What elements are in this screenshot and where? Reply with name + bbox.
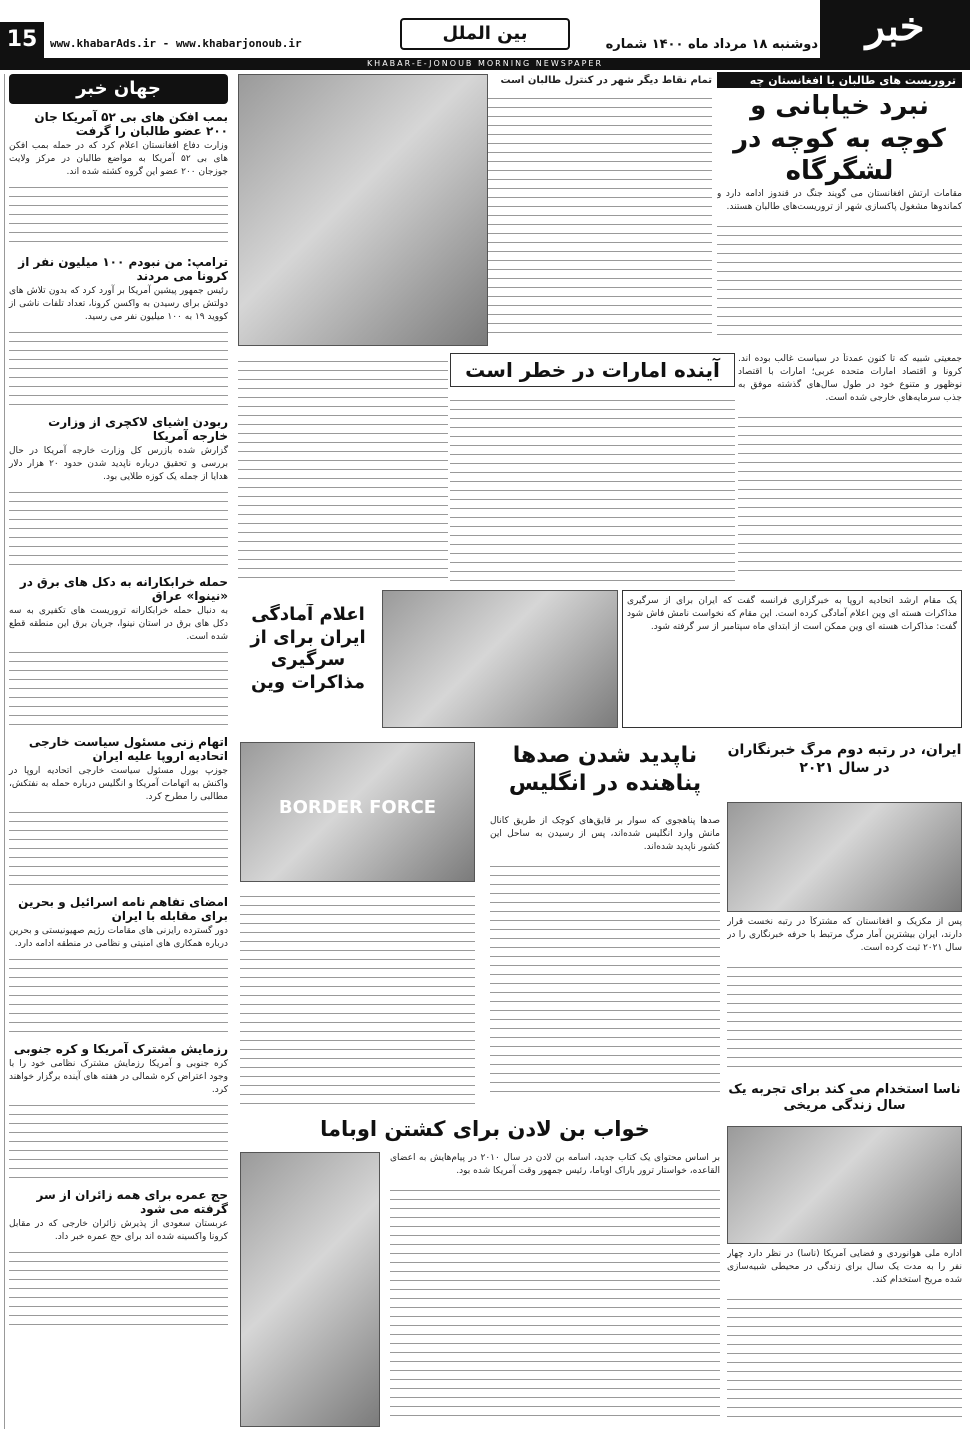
sidebar-item (9, 575, 228, 729)
sidebar-item-text: رئیس جمهور پیشین آمریکا بر آورد کرد که بدون تلاش های دولتش برای رسیدن به واکسن کرونا، تعداد تلفات ناشی از کووید ۱۹ به ۱۰۰ میلیون نفر می رسید. (9, 286, 228, 322)
uae-column-2 (450, 392, 735, 582)
sidebar-logo: جهان خبر (9, 74, 228, 104)
text-lines (727, 1291, 962, 1421)
lead-col2-title: تمام نقاط دیگر شهر در کنترل طالبان است (500, 75, 712, 86)
sidebar-item-title: اتهام زنی مسئول سیاست خارجی اتحادیه اروپا علیه ایران (28, 735, 228, 763)
binladen-headline: خواب بن لادن برای کشتن اوباما (320, 1117, 650, 1141)
sidebar-item-text: وزارت دفاع افغانستان اعلام کرد که در حمله بمب افکن های بی ۵۲ آمریکا به مواضع طالبان در مرکز ولایت جوزجان ۲۰۰ عضو این گروه کشته شده اند. (9, 141, 228, 177)
binladen-photo (240, 1152, 380, 1427)
text-lines (9, 804, 228, 889)
sidebar-item (9, 1042, 228, 1182)
journalists-photo (727, 802, 962, 912)
sidebar-item-text: عربستان سعودی از پذیرش زائران خارجی که در مقابل کرونا واکسینه شده اند برای حج عمره خبر داد. (9, 1219, 228, 1242)
sidebar-item-title: ترامپ: من نبودم ۱۰۰ میلیون نفر از کرونا می مردند (18, 255, 228, 283)
soldiers-photo (238, 74, 488, 346)
nasa-title: ناسا استخدام می کند برای تجربه یک سال زندگی مریخی (728, 1082, 961, 1114)
talks-headline: اعلام آمادگی ایران برای از سرگیری مذاکرات وین (250, 604, 366, 693)
talks-text: یک مقام ارشد اتحادیه اروپا به خبرگزاری فرانسه گفت که ایران برای از سرگیری مذاکرات هسته ای وین اعلام آمادگی کرده است. این مقام که نخواست نامش فاش شود گفت: مذاکرات هسته ای وین ممکن است از ابتدای ماه سپتامبر از سر گرفته شود. (622, 590, 962, 728)
sidebar-item-text: کره جنوبی و آمریکا رزمایش مشترک نظامی خود را با وجود اعتراض کره شمالی در هفته های آینده برگزار خواهند کرد. (9, 1059, 228, 1095)
nasa-body (727, 1248, 962, 1428)
text-lines (9, 179, 228, 249)
lead-headline: نبرد خیابانی و کوچه به کوچه در لشگرگاه (733, 91, 946, 186)
sidebar-item-text: جوزپ بورل مسئول سیاست خارجی اتحادیه اروپا در واکنش به اتهامات آمریکا و انگلیس درباره حمله به نفتکش، مطالبی را مطرح کرد. (9, 766, 228, 802)
refugees-text: صدها پناهجوی که سوار بر قایق‌های کوچک از طریق کانال مانش وارد انگلیس شده‌اند، پس از رسیدن به ساحل این کشور ناپدید شده‌اند. (490, 816, 720, 852)
refugees-headline: ناپدید شدن صدها پناهنده در انگلیس (508, 743, 702, 796)
sidebar-item-title: حج عمره برای همه زائران از سر گرفته می شود (36, 1188, 228, 1216)
text-lines (462, 90, 712, 340)
flags-photo (382, 590, 618, 728)
lead-kicker: تروریست های طالبان با افغانستان چه (717, 72, 962, 88)
uae-column-3 (238, 353, 448, 583)
text-lines (9, 1097, 228, 1182)
sidebar-item (9, 110, 228, 249)
journalists-title: ایران، در رتبه دوم مرگ خبرنگاران در سال ۲۰۲۱ (727, 742, 962, 776)
sidebar-item-text: گزارش شده بازرس کل وزارت خارجه آمریکا در حال بررسی و تحقیق درباره ناپدید شدن حدود ۲۰ هزار دلار هدایا از جمله یک کوزه طلایی بود. (9, 446, 228, 482)
sidebar-item-title: حمله خرابکارانه به دکل های برق در «نینوا» عراق (19, 575, 228, 603)
page-number: 15 (0, 22, 44, 58)
masthead-bar: KHABAR-E-JONOUB MORNING NEWSPAPER (0, 58, 970, 70)
text-lines (9, 644, 228, 729)
sidebar-item-title: امضای تفاهم نامه اسرائیل و بحرین برای مقابله با ایران (18, 895, 228, 923)
nasa-text: اداره ملی هوانوردی و فضایی آمریکا (ناسا) در نظر دارد چهار نفر را به مدت یک سال برای زندگی در محیطی شبیه‌سازی شده مریخ استخدام کند. (727, 1249, 962, 1285)
lead-column-2 (462, 74, 712, 344)
sidebar-item-title: ربودن اشیای لاکچری از وزارت خارجه آمریکا (48, 415, 228, 443)
section-title: بین الملل (400, 18, 570, 50)
refugees-column-2 (240, 888, 475, 1104)
sidebar-item-text: به دنبال حمله خرابکارانه تروریست های تکفیری به سه دکل های برق در استان نینوا، جریان برق این منطقه قطع شده است. (9, 606, 228, 642)
binladen-body (390, 1152, 720, 1427)
text-lines (717, 218, 962, 338)
lead-lede: مقامات ارتش افغانستان می گویند جنگ در قندوز ادامه دارد و کماندوها مشغول پاکسازی شهر از تروریست‌های طالبان هستند. (717, 189, 962, 212)
text-lines (490, 858, 720, 1098)
sidebar-item (9, 895, 228, 1036)
text-lines (738, 409, 962, 579)
sidebar-item (9, 255, 228, 409)
website-urls[interactable]: www.khabarAds.ir - www.khabarjonoub.ir (50, 37, 302, 50)
uae-text: جمعیتی شبیه که تا کنون عمدتاً در سیاست غالب بوده اند. کرونا و اقتصاد امارات متحده عربی؛ امارات با اقتصاد نوظهور و متنوع خود در طول سال‌های گذشته موفق به جذب سرمایه‌های خارجی شده است. (738, 354, 962, 403)
text-lines (9, 484, 228, 569)
text-lines (9, 324, 228, 409)
text-lines (727, 959, 962, 1069)
uae-column-1 (738, 353, 962, 583)
issue-date: دوشنبه ۱۸ مرداد ماه ۱۴۰۰ شماره (605, 37, 818, 52)
text-lines (390, 1182, 720, 1417)
sidebar-item-text: دور گسترده رایزنی های مقامات رژیم صهیونیستی و بحرین درباره همکاری های امنیتی و نظامی در منطقه ادامه دارد. (9, 926, 228, 949)
sidebar-item (9, 415, 228, 569)
sidebar-item (9, 1188, 228, 1329)
binladen-text: بر اساس محتوای یک کتاب جدید، اسامه بن لادن در سال ۲۰۱۰ در پیام‌هایش به اعضای القاعده، خواستار ترور باراک اوباما، رئیس جمهور وقت آمریکا شده بود. (390, 1153, 720, 1176)
lead-column-1 (717, 188, 962, 348)
uae-headline: آینده امارات در خطر است (450, 353, 735, 387)
sidebar-item-title: رزمایش مشترک آمریکا و کره جنوبی (13, 1042, 228, 1056)
refugees-column-1 (490, 815, 720, 1105)
journalists-text: پس از مکزیک و افغانستان که مشترکاً در رتبه نخست قرار دارند، ایران بیشترین آمار مرگ مرتبط با حرفه خبرنگاری را در سال ۲۰۲۱ ثبت کرده است. (727, 917, 962, 953)
sidebar-items (9, 110, 228, 1329)
sidebar-item (9, 735, 228, 889)
text-lines (9, 951, 228, 1036)
border-force-photo: BORDER FORCE (240, 742, 475, 882)
text-lines (9, 1244, 228, 1329)
world-news-sidebar (4, 74, 232, 1429)
mars-dome-photo (727, 1126, 962, 1244)
sidebar-item-title: بمب افکن های بی ۵۲ آمریکا جان ۲۰۰ عضو طالبان را گرفت (34, 110, 228, 138)
journalists-body (727, 916, 962, 1076)
masthead-logo: خبر (820, 0, 970, 58)
